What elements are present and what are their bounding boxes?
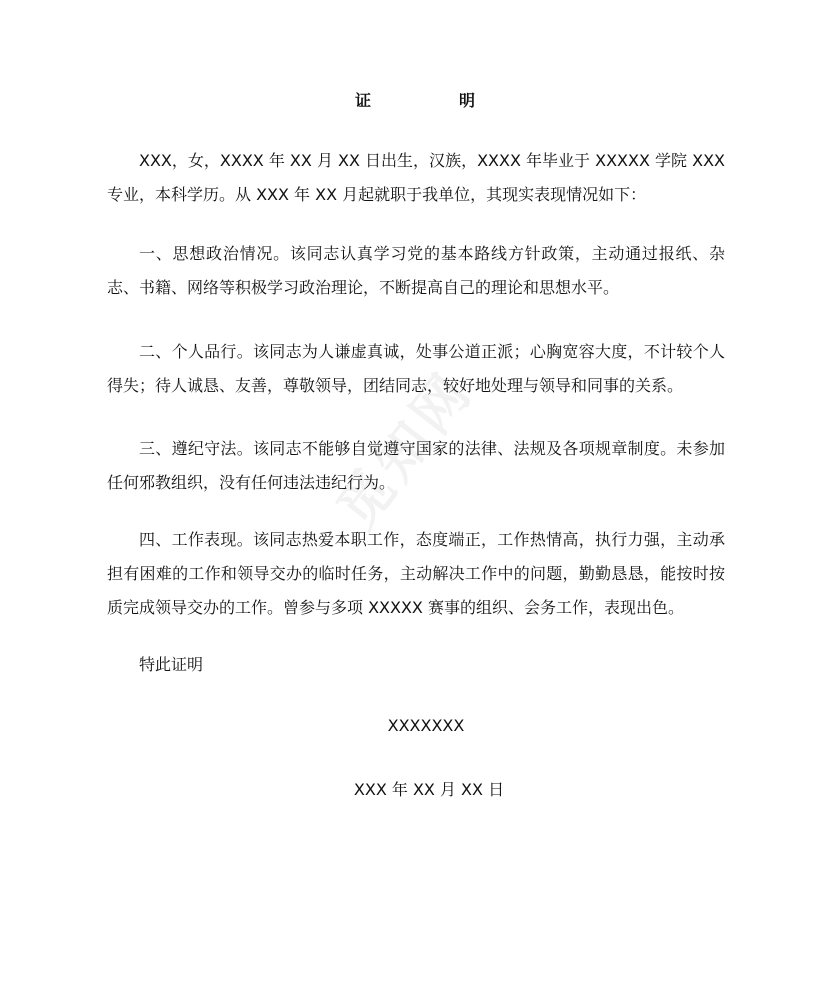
signer-name: XXXXXXX <box>387 716 465 735</box>
closing-statement: 特此证明 <box>139 655 204 674</box>
intro-paragraph: XXX，女，XXXX 年 XX 月 XX 日出生，汉族，XXXX 年毕业于 XXXXX 学院 XXX 专业，本科学历。从 XXX 年 XX 月起就职于我单位，其现实表现情况如下： <box>107 151 725 204</box>
law-paragraph: 三、遵纪守法。该同志不能够自觉遵守国家的法律、法规及各项规章制度。未参加任何邪教组织，没有任何违法违纪行为。 <box>107 439 725 492</box>
work-paragraph: 四、工作表现。该同志热爱本职工作，态度端正，工作热情高，执行力强，主动承担有困难的工作和领导交办的临时任务，主动解决工作中的问题，勤勤恳恳，能按时按质完成领导交办的工作。曾参与多项 XXXXX 赛事的组织、会务工作，表现出色。 <box>107 530 725 617</box>
political-paragraph: 一、思想政治情况。该同志认真学习党的基本路线方针政策，主动通过报纸、杂志、书籍、网络等积极学习政治理论，不断提高自己的理论和思想水平。 <box>107 244 725 297</box>
watermark: 觅知网 <box>324 358 486 540</box>
issue-date: XXX 年 XX 月 XX 日 <box>353 780 505 799</box>
conduct-paragraph: 二、个人品行。该同志为人谦虚真诚，处事公道正派；心胸宽容大度，不计较个人得失；待人诚恳、友善，尊敬领导，团结同志，较好地处理与领导和同事的关系。 <box>107 342 725 395</box>
document-title: 证 明 <box>354 91 511 110</box>
